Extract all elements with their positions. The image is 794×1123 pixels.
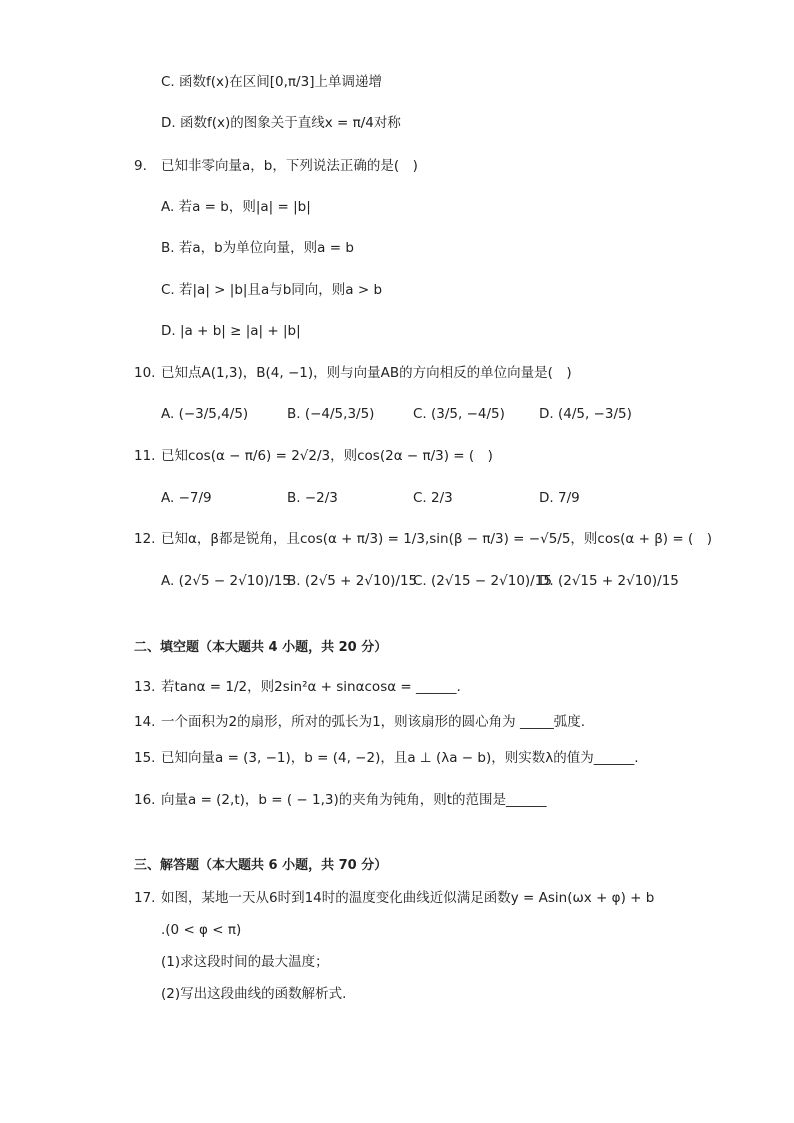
option-d: D. (2√15 + 2√10)/15: [539, 573, 679, 589]
option-c: C. (2√15 − 2√10)/15: [413, 573, 552, 589]
option-a: A. −7/9: [161, 490, 212, 506]
question-stem: 已知非零向量a，b，下列说法正确的是( ): [161, 158, 418, 174]
option-a: A. 若a = b，则|a| = |b|: [161, 199, 311, 215]
question-stem: 已知α，β都是锐角，且cos(α + π/3) = 1/3,sin(β − π/3) = −√5/5，则cos(α + β) = ( ): [161, 531, 713, 547]
option-d: D. 7/9: [539, 490, 580, 506]
option-c: C. 若|a| > |b|且a与b同向，则a > b: [161, 282, 383, 298]
question-stem-cont: .(0 < φ < π): [161, 922, 242, 938]
question-number: 15.: [134, 750, 156, 766]
option-b: B. 若a，b为单位向量，则a = b: [161, 240, 354, 256]
option-d: D. (4/5, −3/5): [539, 406, 632, 422]
sub-question: (1)求这段时间的最大温度；: [161, 954, 329, 970]
option-a: A. (2√5 − 2√10)/15: [161, 573, 291, 589]
question-number: 16.: [134, 792, 156, 808]
option-a: A. (−3/5,4/5): [161, 406, 249, 422]
option-d: D. |a + b| ≥ |a| + |b|: [161, 323, 301, 339]
fill-blank-question: 若tanα = 1/2，则2sin²α + sinαcosα = ______.: [161, 679, 461, 695]
question-number: 9.: [134, 158, 147, 174]
sub-question: (2)写出这段曲线的函数解析式.: [161, 986, 347, 1002]
fill-blank-question: 已知向量a = (3, −1)，b = (4, −2)，且a ⊥ (λa − b)，则实数λ的值为______.: [161, 750, 639, 766]
question-number: 11.: [134, 448, 156, 464]
fill-blank-question: 向量a = (2,t)，b = ( − 1,3)的夹角为钝角，则t的范围是______: [161, 792, 547, 808]
option-b: B. −2/3: [287, 490, 338, 506]
q8-option-c: C. 函数f(x)在区间[0,π/3]上单调递增: [161, 74, 382, 90]
question-number: 17.: [134, 890, 156, 906]
option-b: B. (2√5 + 2√10)/15: [287, 573, 418, 589]
question-number: 14.: [134, 714, 156, 730]
section-heading: 三、解答题（本大题共 6 小题，共 70 分）: [134, 858, 388, 873]
question-number: 13.: [134, 679, 156, 695]
option-b: B. (−4/5,3/5): [287, 406, 375, 422]
question-number: 12.: [134, 531, 156, 547]
question-stem: 已知点A(1,3)，B(4, −1)，则与向量AB的方向相反的单位向量是( ): [161, 365, 572, 381]
fill-blank-question: 一个面积为2的扇形，所对的弧长为1，则该扇形的圆心角为 _____弧度.: [161, 714, 586, 730]
question-stem: 已知cos(α − π/6) = 2√2/3，则cos(2α − π/3) = ( ): [161, 448, 493, 464]
section-heading: 二、填空题（本大题共 4 小题，共 20 分）: [134, 640, 388, 655]
question-number: 10.: [134, 365, 156, 381]
question-stem: 如图，某地一天从6时到14时的温度变化曲线近似满足函数y = Asin(ωx + φ) + b: [161, 890, 655, 906]
q8-option-d: D. 函数f(x)的图象关于直线x = π/4对称: [161, 115, 401, 131]
option-c: C. (3/5, −4/5): [413, 406, 505, 422]
option-c: C. 2/3: [413, 490, 453, 506]
